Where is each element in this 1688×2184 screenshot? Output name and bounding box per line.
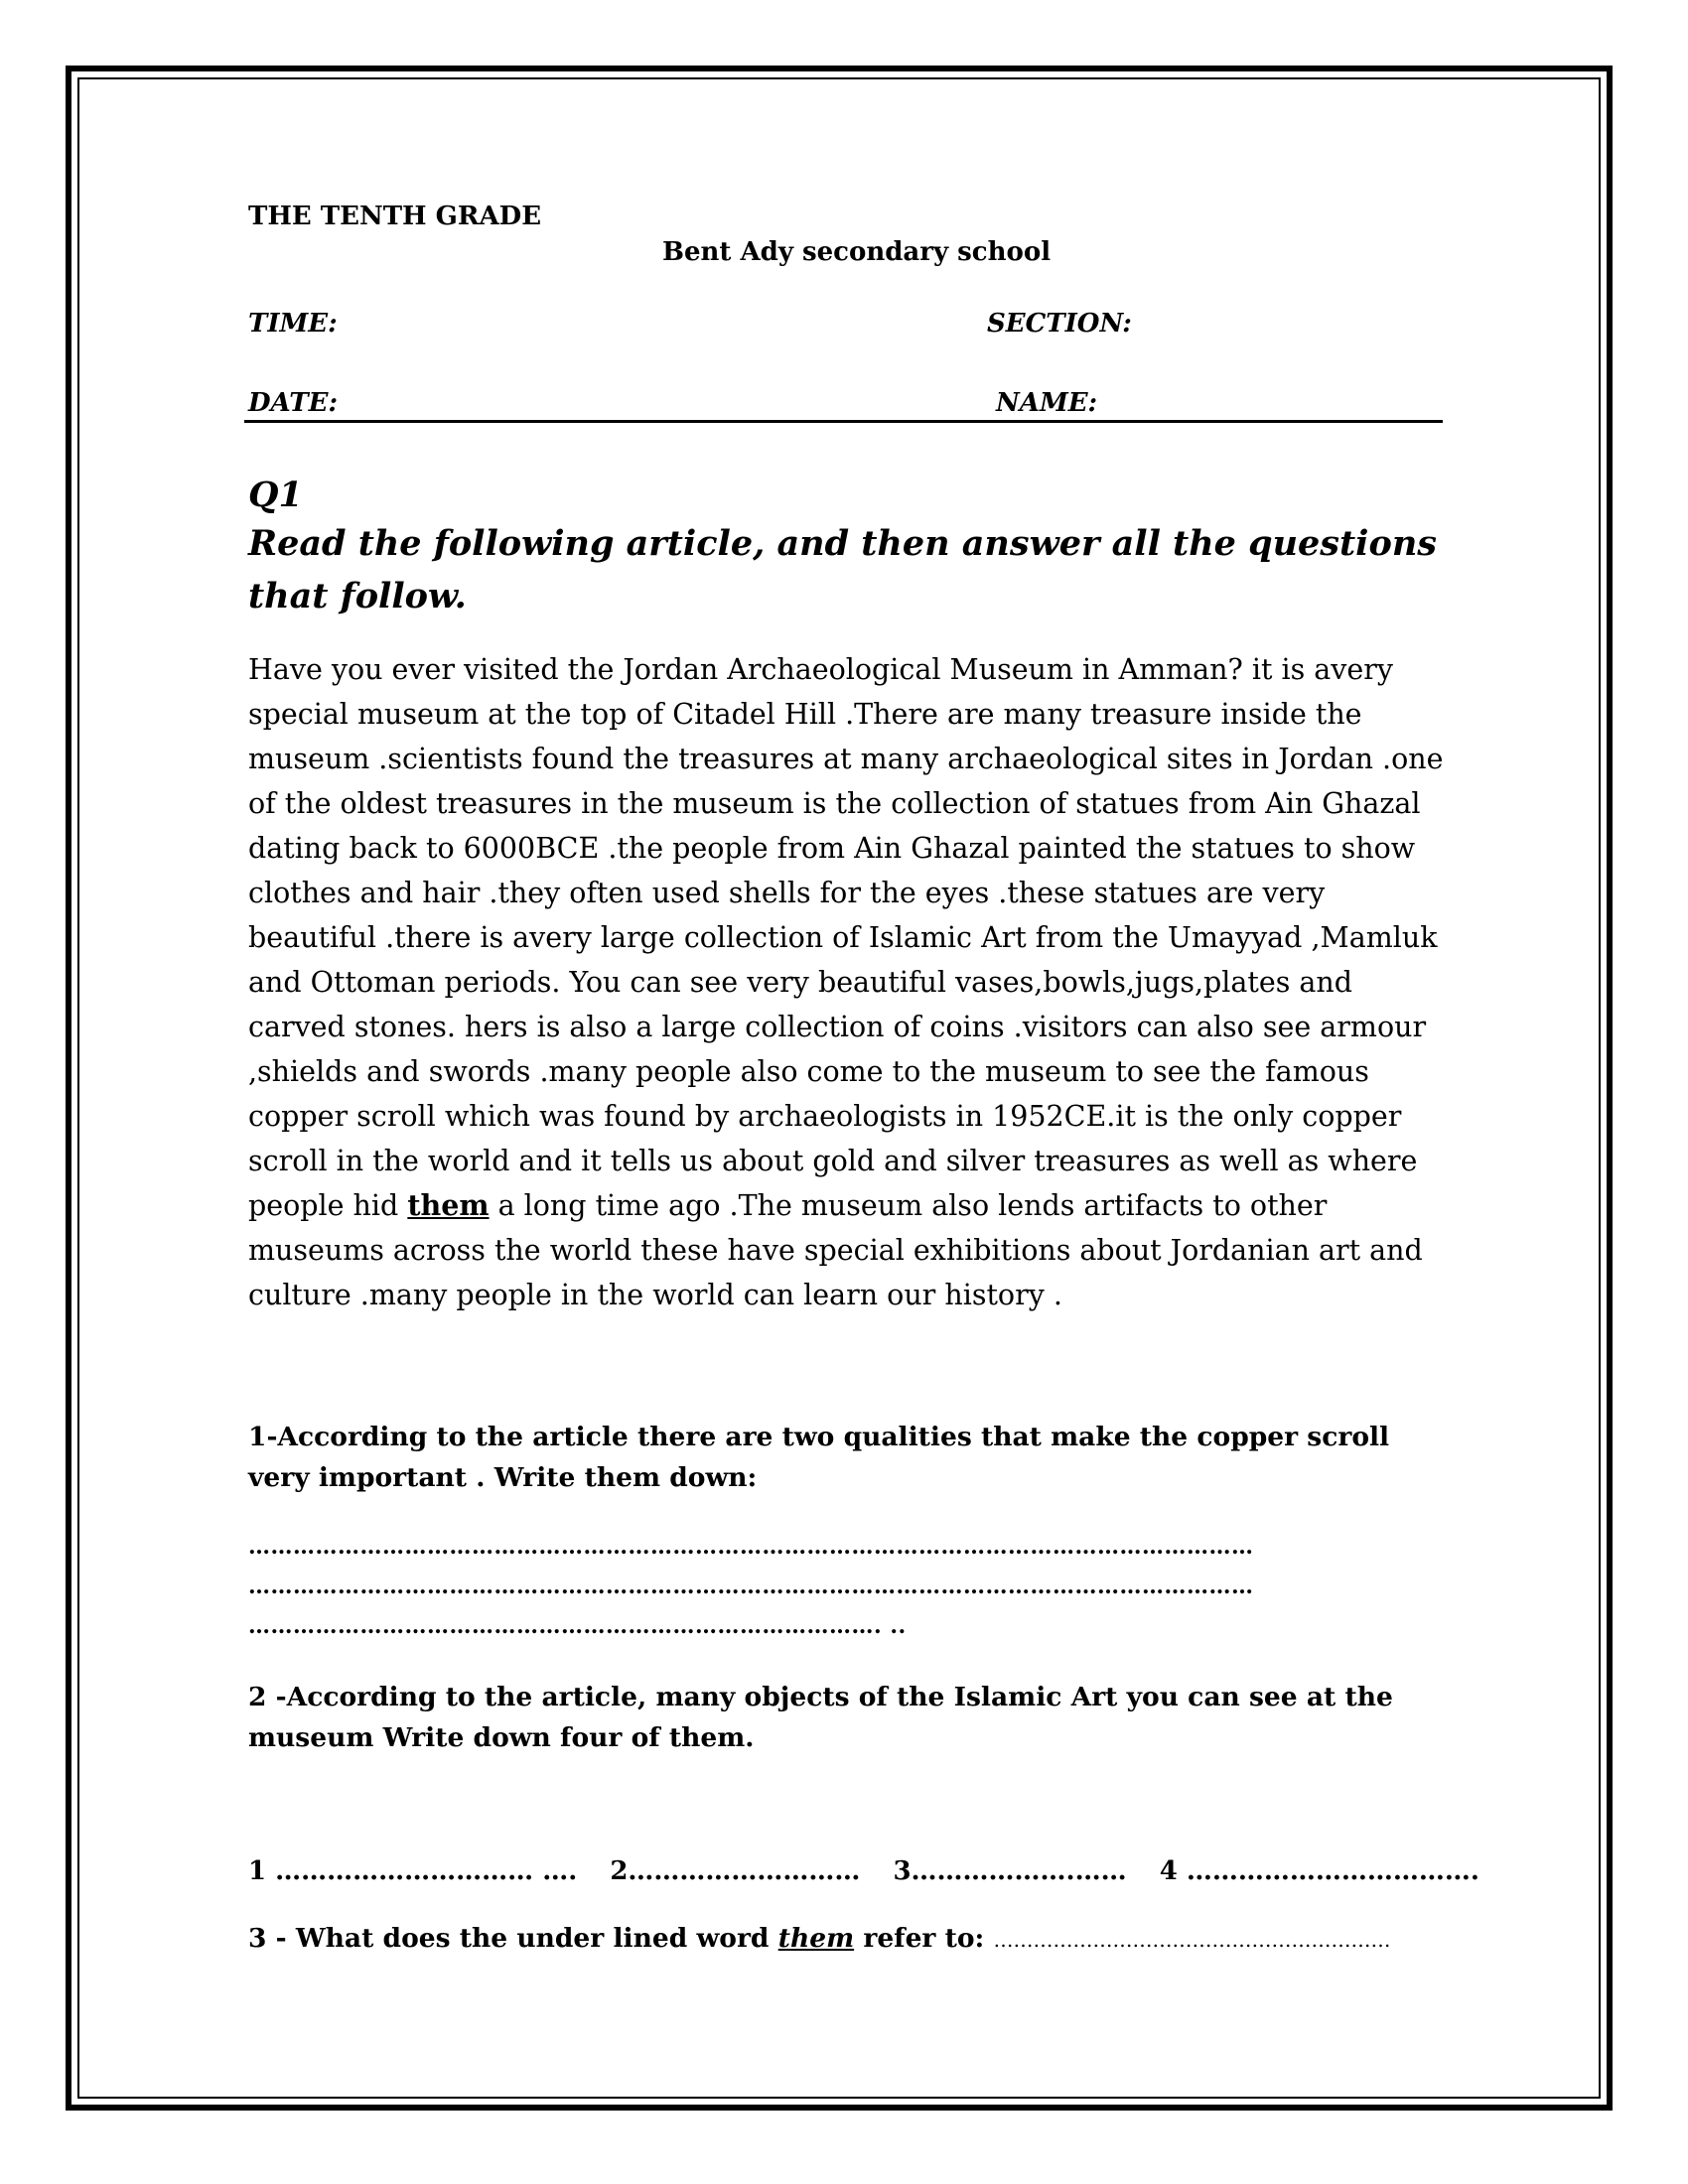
date-label: DATE: <box>248 388 339 418</box>
grade-heading: THE TENTH GRADE <box>248 202 542 231</box>
answer-line-3[interactable]: …………………………………………………………………………. .. <box>248 1613 907 1639</box>
question-3-prefix: 3 - What does the under lined word <box>248 1923 778 1954</box>
blank-2[interactable]: 2……………………… <box>610 1856 861 1886</box>
article-text <box>248 647 1445 1317</box>
section-label: SECTION: <box>987 309 1132 339</box>
question-2-blanks <box>248 1856 1503 1886</box>
question-2-text: 2 -According to the article, many objects of the Islamic Art you can see at the museum Write down four of them. <box>248 1682 1393 1753</box>
article-part-2: a long time ago .The museum also lends artifacts to other museums across the world these have special exhibitions about Jordanian art and culture .many people in the world can learn our history . <box>248 1189 1423 1311</box>
question-3-suffix: refer to: <box>854 1923 994 1954</box>
question-3-answer-line[interactable]: …………………………………………………… <box>993 1928 1391 1952</box>
answer-line-1[interactable]: ……………………………………………………………………………………………………………………… <box>248 1534 1254 1560</box>
blank-4[interactable]: 4 ……………………………. <box>1159 1856 1479 1886</box>
article-part-1: Have you ever visited the Jordan Archaeological Museum in Amman? it is avery special museum at the top of Citadel Hill .There are many treasure inside the museum .scientists found the treasures at many archaeological sites in Jordan .one of the oldest treasures in the museum is the collection of statues from Ain Ghazal dating back to 6000BCE .the people from Ain Ghazal painted the statues to show clothes and hair .they often used shells for the eyes .these statues are very beautiful .there is avery large collection of Islamic Art from the Umayyad ,Mamluk and Ottoman periods. You can see very beautiful vases,bowls,jugs,plates and carved stones. hers is also a large collection of coins .visitors can also see armour ,shields and swords .many people also come to the museum to see the famous copper scroll which was found by archaeologists in 1952CE.it is the only copper scroll in the world and it tells us about gold and silver treasures as well as where people hid <box>248 653 1444 1222</box>
answer-line-2[interactable]: ……………………………………………………………………………………………………………………… <box>248 1573 1254 1599</box>
question-1-label: Q1 <box>248 475 303 515</box>
question-3 <box>248 1923 1391 1954</box>
reading-instruction: Read the following article, and then answer all the questions that follow. <box>248 523 1437 616</box>
blank-1[interactable]: 1 ………………………… …. <box>248 1856 578 1886</box>
name-label: NAME: <box>996 388 1098 418</box>
underlined-word: them <box>407 1188 490 1222</box>
question-1-text: 1-According to the article there are two qualities that make the copper scroll very important . Write them down: <box>248 1422 1390 1493</box>
school-name: Bent Ady secondary school <box>662 237 1052 267</box>
question-3-word: them <box>777 1923 855 1954</box>
header-divider <box>244 420 1443 423</box>
blank-3[interactable]: 3……………….…… <box>893 1856 1127 1886</box>
time-label: TIME: <box>248 309 338 339</box>
